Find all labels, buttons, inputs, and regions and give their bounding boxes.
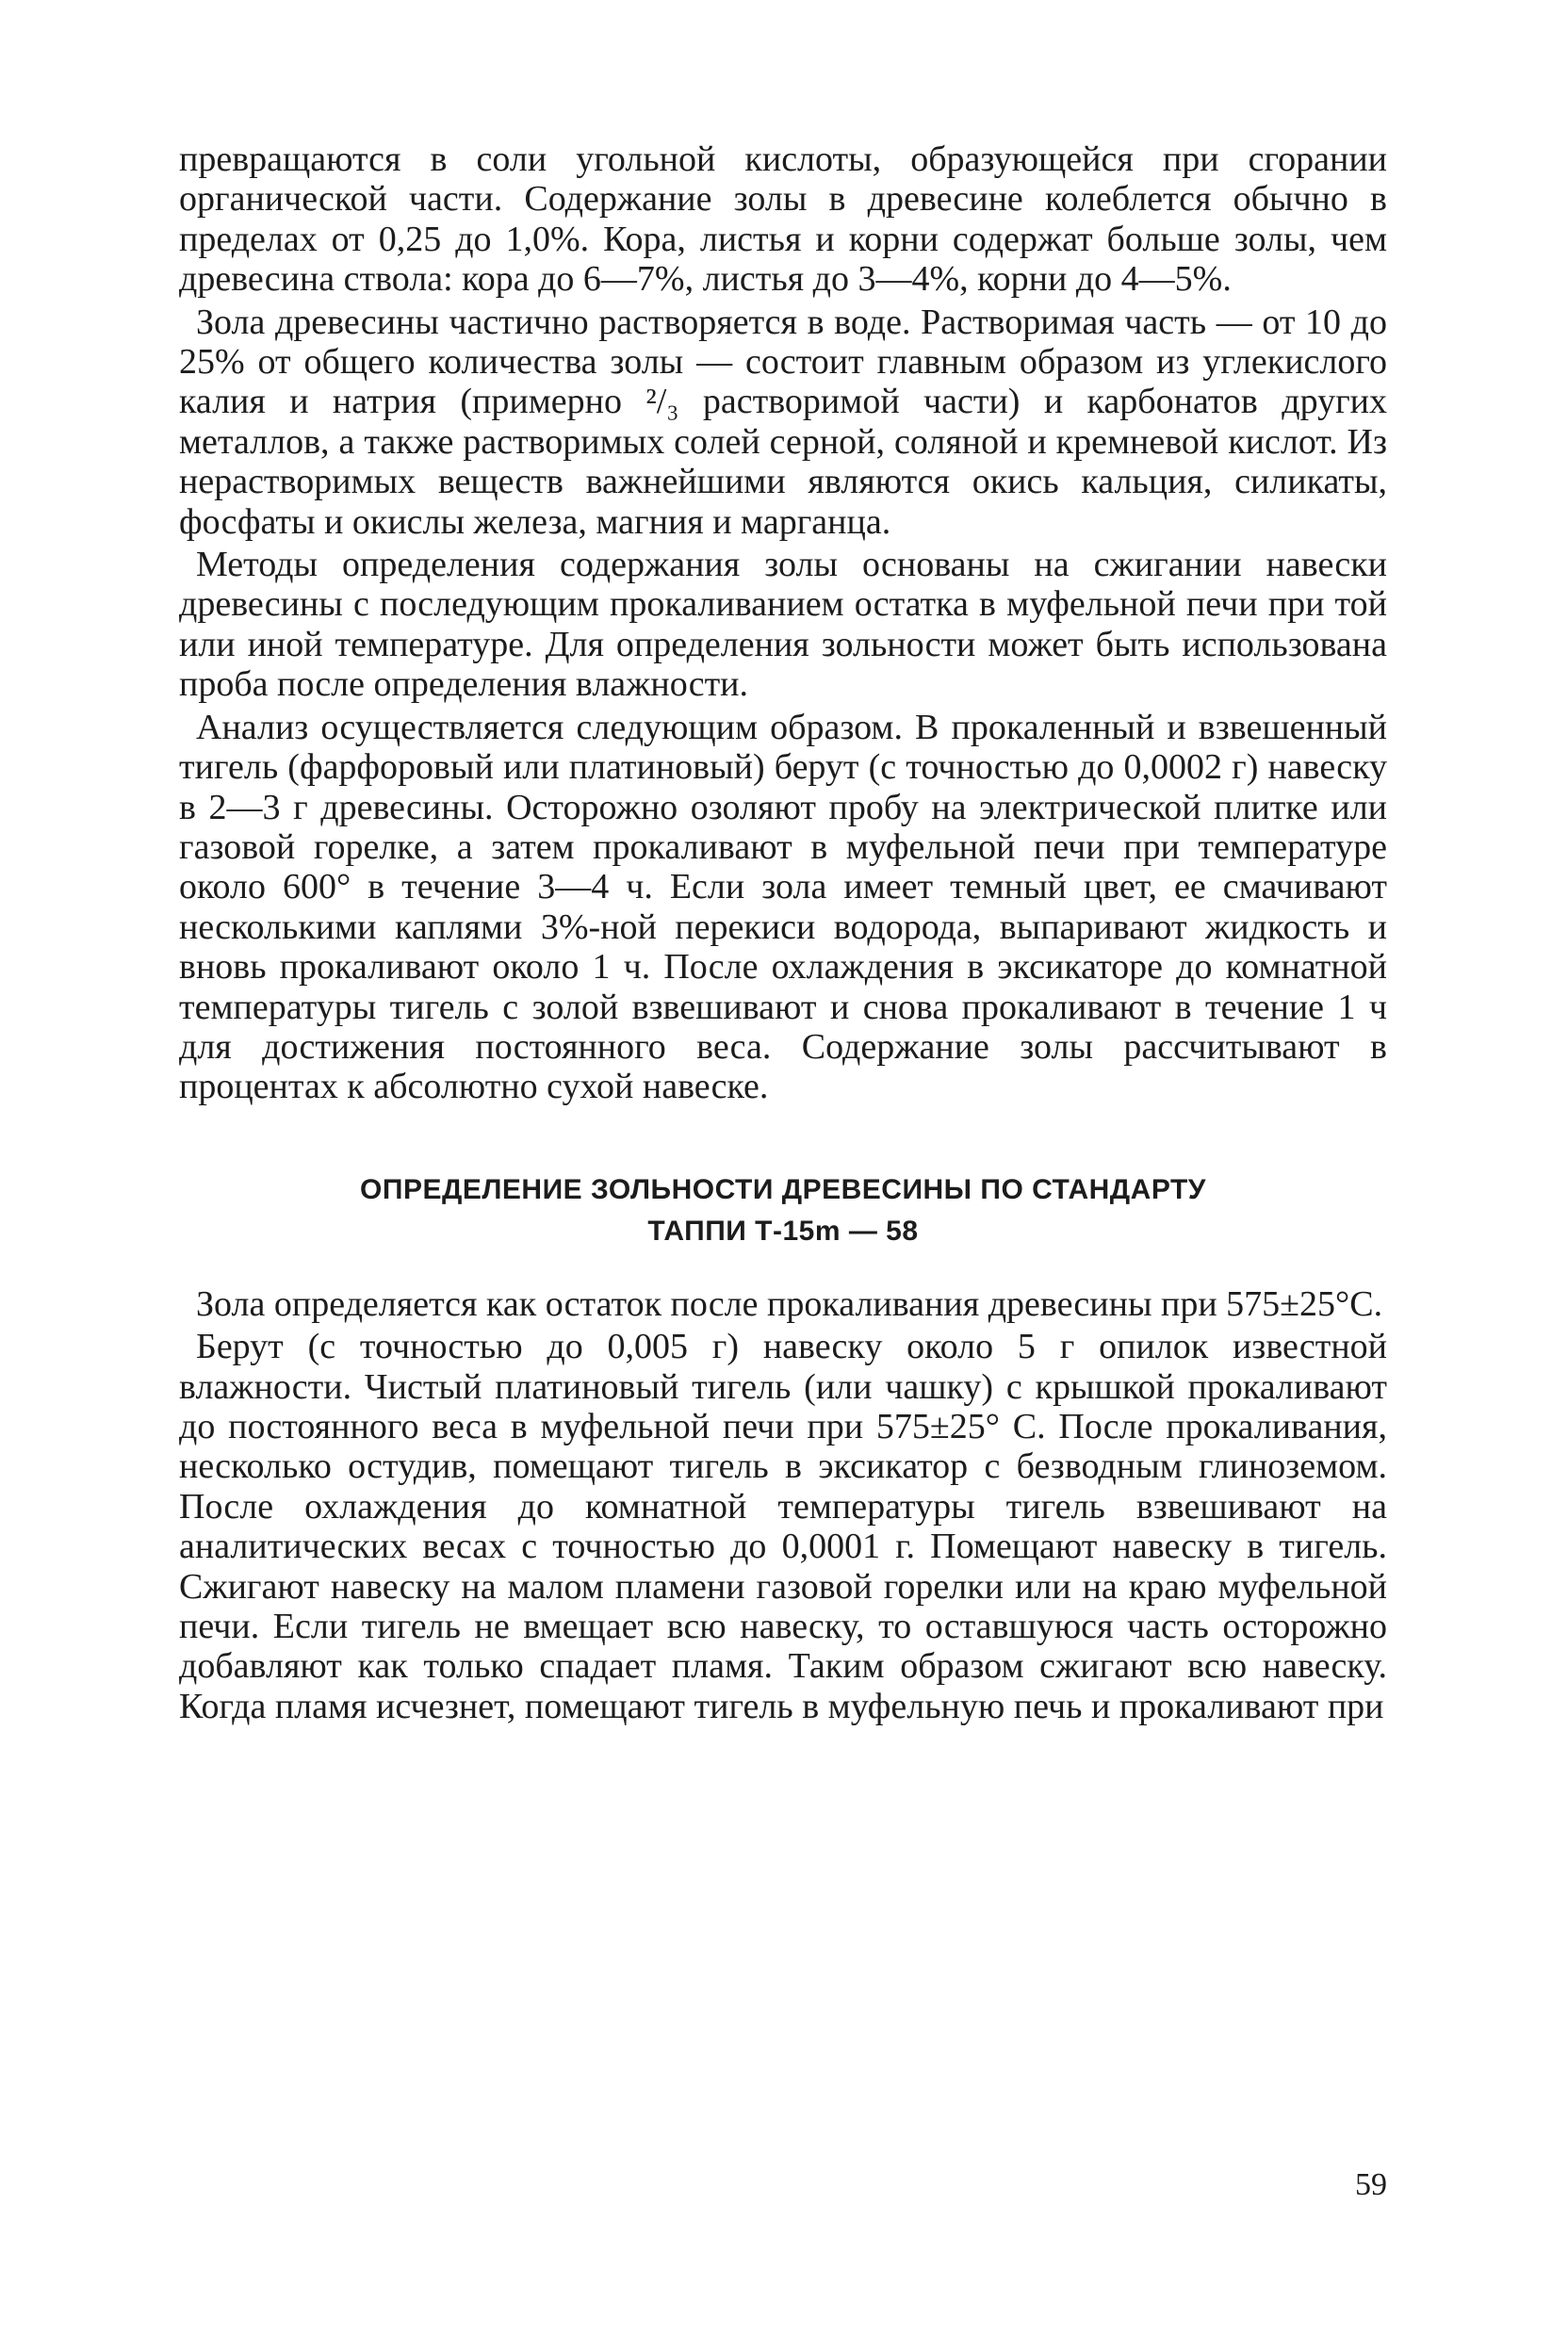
- paragraph-analysis-procedure: Анализ осуществляется следующим образом. В прокаленный и взвешенный тигель (фарфоровый или платиновый) берут (с точностью до 0,0002 г) навеску в 2—3 г древесины. Осторожно озоляют пробу на электрической плитке или газовой горелке, а затем прокаливают в муфельной печи при температуре около 600° в течение 3—4 ч. Если зола имеет темный цвет, ее смачивают несколькими каплями 3%-ной перекиси водорода, выпаривают жидкость и вновь прокаливают около 1 ч. После охлаждения в эксикаторе до комнатной температуры тигель с золой взвешивают и снова прокаливают в течение 1 ч для достижения постоянного веса. Содержание золы рассчитывают в процентах к абсолютно сухой навеске.: [179, 707, 1387, 1107]
- page-number: 59: [1355, 2167, 1387, 2202]
- page-body: [179, 139, 1387, 1726]
- section-heading-line-2: ТАППИ Т-15m — 58: [647, 1215, 919, 1247]
- paragraph-ash-definition: Зола определяется как остаток после прокаливания древесины при 575±25°С.: [196, 1283, 1383, 1324]
- paragraph-ash-content: превращаются в соли угольной кислоты, образующейся при сгорании органической части. Содержание золы в древесине колеблется обычно в пределах от 0,25 до 1,0%. Кора, листья и корни содержат больше золы, чем древесина ствола: кора до 6—7%, листья до 3—4%, корни до 4—5%.: [179, 139, 1387, 300]
- section-heading-line-1: ОПРЕДЕЛЕНИЕ ЗОЛЬНОСТИ ДРЕВЕСИНЫ ПО СТАНДАРТУ: [360, 1173, 1206, 1205]
- paragraph-ash-solubility: Зола древесины частично растворяется в воде. Растворимая часть — от 10 до 25% от общего количества золы — состоит главным образом из углекислого калия и натрия (примерно ²/₃ растворимой части) и карбонатов других металлов, а также растворимых солей серной, соляной и кремневой кислот. Из нерастворимых веществ важнейшими являются окись кальция, силикаты, фосфаты и окислы железа, магния и марганца.: [179, 302, 1387, 542]
- paragraph-tappi-procedure: Берут (с точностью до 0,005 г) навеску около 5 г опилок известной влажности. Чистый платиновый тигель (или чашку) с крышкой прокаливают до постоянного веса в муфельной печи при 575±25° С. После прокаливания, несколько остудив, помещают тигель в эксикатор с безводным глиноземом. После охлаждения до комнатной температуры тигель взвешивают на аналитических весах с точностью до 0,0001 г. Помещают навеску в тигель. Сжигают навеску на малом пламени газовой горелки или на краю муфельной печи. Если тигель не вмещает всю навеску, то оставшуюся часть осторожно добавляют как только спадает пламя. Таким образом сжигают всю навеску. Когда пламя исчезнет, помещают тигель в муфельную печь и прокаливают при: [179, 1327, 1387, 1726]
- paragraph-methods: Методы определения содержания золы основаны на сжигании навески древесины с последующим прокаливанием остатка в муфельной печи при той или иной температуре. Для определения зольности может быть использована проба после определения влажности.: [179, 545, 1387, 705]
- section-heading: [179, 1169, 1387, 1252]
